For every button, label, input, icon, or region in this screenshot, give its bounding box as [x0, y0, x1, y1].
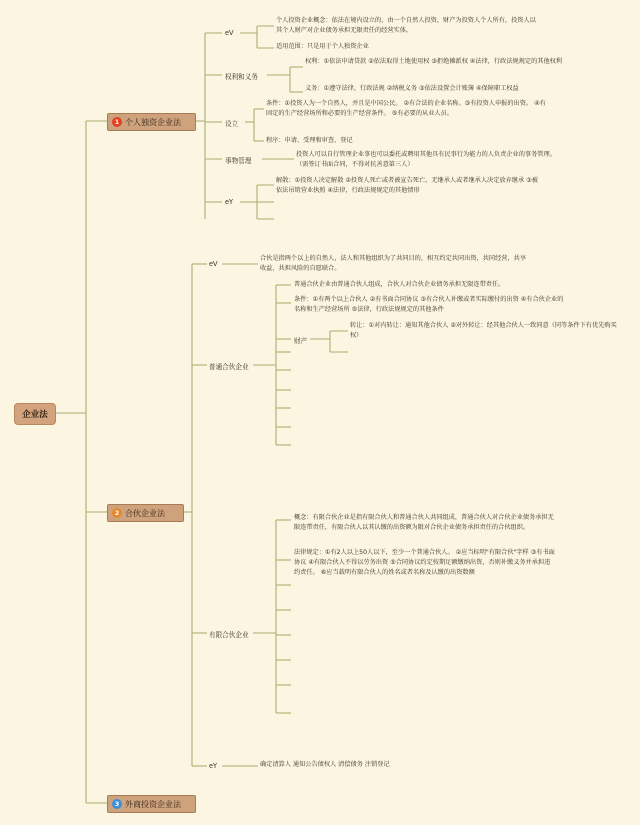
root-node[interactable]	[14, 403, 56, 425]
general-partnership-conditions: 条件：①有两个以上合伙人 ②有书面合同协议 ③有合伙人补缴或者实际缴付的出资 ④有合伙企业的名称和生产经营场所 ⑤法律，行政法规规定的其他条件	[294, 296, 564, 313]
partnership-concept-text: 合伙是指两个以上的自然人，法人和其他组织为了共同目的，相互约定共同出资，共同经营，共享收益，共担风险的自愿联合。	[260, 255, 527, 272]
limited-partnership-label: 有限合伙企业	[209, 631, 249, 639]
partnership-concept-label: eV	[209, 260, 218, 268]
sole-conditions-text: 条件：①投资人为一个自然人，并且是中国公民。 ②有合法的企业名称。③有投资人申报的出资。 ④有固定的生产经营场所和必要的生产经营条件。 ⑤有必要的从业人员。	[266, 100, 546, 117]
sole-affairs-text: 投资人可以自行管理企业事也可以委托或聘用其他具有民事行为能力的人负责企业的事务管理。（需签订书面合同，不得对抗善意第三人）	[296, 151, 556, 168]
general-partnership-definition: 普通合伙企业由普通合伙人组成，合伙人对合伙企业债务承担无限连带责任。	[294, 281, 505, 288]
section-1-number-badge: 1	[112, 117, 122, 127]
sole-concept-label: eV	[225, 29, 234, 37]
sole-setup-label: 设立	[225, 120, 239, 128]
sole-dissolution-text: 解散：①投资人决定解散 ②投资人死亡或者被宣告死亡，无继承人或者继承人决定放弃继承 ③被依法吊销营业执照 ④法律，行政法规规定的其他情形	[276, 177, 538, 194]
section-2-number-badge: 2	[112, 508, 122, 518]
section-partnership[interactable]	[107, 504, 184, 522]
sole-duties-text: 义务：①遵守法律，行政法规 ②纳税义务 ③依法设置会计账簿 ④保障职工权益	[305, 85, 519, 92]
section-3-number-badge: 3	[112, 799, 122, 809]
section-1-label: 个人独资企业法	[125, 117, 181, 127]
limited-partnership-rules: 法律规定：①有2人以上50人以下，至少一个普通合伙人。 ②应当标明"有限合伙"字样 ③有书面协议 ④有限合伙人不得以劳务出资 ⑤合同协议约定按期足额缴纳出资，否则补缴义务并承担违约责任。 ⑥应当载明有限合伙人的姓名或者名称及认缴的出资数额	[294, 549, 555, 576]
limited-partnership-concept: 概念：有限合伙企业是指有限合伙人和普通合伙人共同组成，普通合伙人对合伙企业债务承担无限连带责任，有限合伙人以其认缴的出资额为限对合伙企业债务承担责任的合伙组织。	[294, 514, 554, 531]
sole-affairs-label: 事物管理	[225, 157, 252, 165]
sole-procedure-text: 程序：申请、受理和审查、登记	[266, 137, 353, 144]
liquidation-label: eY	[209, 762, 218, 770]
sole-rights-text: 权利：①依法申请贷款 ②依法取得土地使用权 ③拒绝摊派权 ④法律，行政法规规定的其他权利	[305, 58, 563, 65]
section-2-label: 合伙企业法	[125, 508, 165, 518]
sole-dissolution-label: eY	[225, 198, 234, 206]
section-sole-proprietorship[interactable]	[107, 113, 196, 131]
sole-rights-label: 权利和义务	[225, 73, 258, 81]
property-transfer-text: 转让：①对内转让：通知其他合伙人 ②对外转让：经其他合伙人一致同意（同等条件下有优先购买权）	[350, 322, 617, 339]
sole-concept-text: 个人投资企业概念：依法在境内设立的，由一个自然人投资，财产为投资人个人所有，投资人以其个人财产对企业债务承担无限责任的经营实体。	[276, 17, 536, 34]
root-label: 企业法	[22, 410, 48, 420]
property-label: 财产	[294, 337, 308, 345]
liquidation-text: 确定清算人 通知公告债权人 清偿债务 注销登记	[260, 761, 390, 768]
section-foreign-investment[interactable]	[107, 795, 196, 813]
sole-scope-text: 适用范围：只是用于个人独资企业	[276, 43, 369, 50]
section-3-label: 外商投资企业法	[125, 799, 181, 809]
general-partnership-label: 普通合伙企业	[209, 363, 249, 371]
